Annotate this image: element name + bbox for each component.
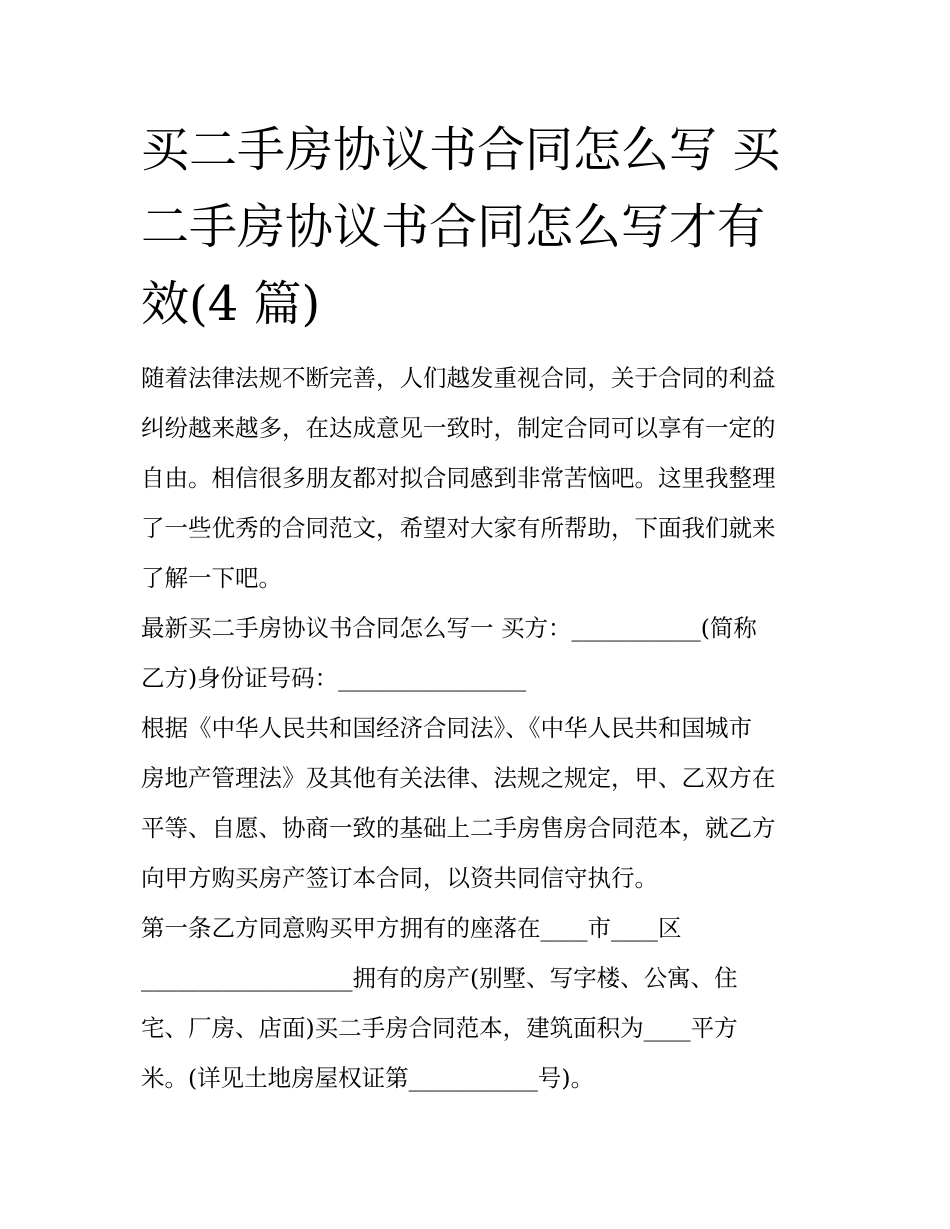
paragraph-line: 向甲方购买房产签订本合同，以资共同信守执行。 — [141, 864, 658, 892]
paragraph-line: 根据《中华人民共和国经济合同法》、《中华人民共和国城市 — [141, 714, 752, 742]
document-body — [141, 112, 813, 1103]
paragraph-line: 房地产管理法》及其他有关法律、法规之规定，甲、乙双方在 — [141, 764, 776, 792]
paragraph-line: 随着法律法规不断完善，人们越发重视合同，关于合同的利益 — [141, 364, 776, 392]
paragraph-line: 平等、自愿、协商一致的基础上二手房售房合同范本，就乙方 — [141, 814, 776, 842]
buyer-info-paragraph — [141, 603, 813, 703]
paragraph-line: 自由。相信很多朋友都对拟合同感到非常苦恼吧。这里我整理 — [141, 464, 776, 492]
paragraph-line: 第一条乙方同意购买甲方拥有的座落在____市____区 — [141, 914, 682, 942]
paragraph-line: 了解一下吧。 — [141, 564, 282, 592]
legal-basis-paragraph — [141, 703, 813, 903]
paragraph-line: 米。(详见土地房屋权证第___________号)。 — [141, 1064, 595, 1092]
title-line: 效(4 篇) — [141, 276, 321, 332]
intro-paragraph — [141, 353, 813, 603]
paragraph-line: 最新买二手房协议书合同怎么写一 买方：___________(简称 — [141, 614, 757, 642]
title-line: 二手房协议书合同怎么写才有 — [141, 199, 766, 255]
paragraph-line: 乙方)身份证号码：________________ — [141, 664, 527, 692]
paragraph-line: __________________拥有的房产(别墅、写字楼、公寓、住 — [141, 964, 738, 992]
paragraph-line: 了一些优秀的合同范文，希望对大家有所帮助，下面我们就来 — [141, 514, 776, 542]
paragraph-line: 宅、厂房、店面)买二手房合同范本，建筑面积为____平方 — [141, 1014, 738, 1042]
article-one-paragraph — [141, 903, 813, 1103]
paragraph-line: 纠纷越来越多，在达成意见一致时，制定合同可以享有一定的 — [141, 414, 776, 442]
document-title — [141, 112, 813, 343]
title-line: 买二手房协议书合同怎么写 买 — [141, 122, 781, 178]
